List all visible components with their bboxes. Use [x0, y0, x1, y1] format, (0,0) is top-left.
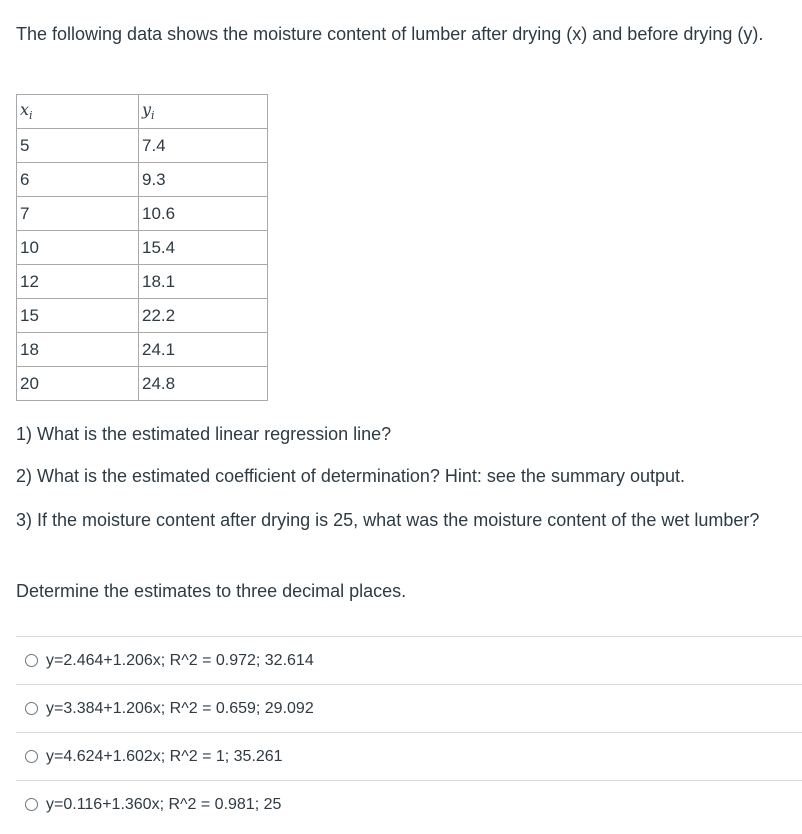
- cell-x: 6: [17, 163, 139, 197]
- table-row: [17, 299, 268, 333]
- table-row: [17, 231, 268, 265]
- cell-y: 9.3: [139, 163, 268, 197]
- answer-option-2[interactable]: [16, 684, 802, 732]
- answer-options: [16, 636, 802, 828]
- header-x: $x_i$: [17, 95, 139, 129]
- table-row: [17, 265, 268, 299]
- data-table: [16, 94, 268, 401]
- radio-button[interactable]: [25, 798, 38, 811]
- header-y: $y_i$: [139, 95, 268, 129]
- instruction-note: Determine the estimates to three decimal places.: [16, 581, 407, 601]
- table-row: [17, 333, 268, 367]
- table-row: [17, 197, 268, 231]
- answer-label: y=2.464+1.206x; R^2 = 0.972; 32.614: [46, 651, 314, 669]
- table-row: [17, 163, 268, 197]
- answer-label: y=0.116+1.360x; R^2 = 0.981; 25: [46, 795, 282, 813]
- cell-x: 5: [17, 129, 139, 163]
- cell-x: 18: [17, 333, 139, 367]
- answer-option-4[interactable]: [16, 780, 802, 828]
- table-header-row: [17, 95, 268, 129]
- cell-x: 10: [17, 231, 139, 265]
- radio-button[interactable]: [25, 654, 38, 667]
- cell-x: 7: [17, 197, 139, 231]
- cell-x: 20: [17, 367, 139, 401]
- cell-y: 7.4: [139, 129, 268, 163]
- question-2: 2) What is the estimated coefficient of determination? Hint: see the summary output.: [16, 466, 685, 486]
- cell-y: 15.4: [139, 231, 268, 265]
- cell-x: 15: [17, 299, 139, 333]
- cell-y: 24.8: [139, 367, 268, 401]
- cell-y: 18.1: [139, 265, 268, 299]
- question-1: 1) What is the estimated linear regression line?: [16, 424, 392, 444]
- question-intro: The following data shows the moisture content of lumber after drying (x) and before drying (y).: [16, 24, 764, 44]
- radio-button[interactable]: [25, 702, 38, 715]
- radio-button[interactable]: [25, 750, 38, 763]
- answer-option-3[interactable]: [16, 732, 802, 780]
- answer-label: y=4.624+1.602x; R^2 = 1; 35.261: [46, 747, 283, 765]
- question-3: 3) If the moisture content after drying is 25, what was the moisture content of the wet lumber?: [16, 510, 760, 530]
- table-row: [17, 129, 268, 163]
- table-row: [17, 367, 268, 401]
- cell-y: 10.6: [139, 197, 268, 231]
- answer-option-1[interactable]: [16, 636, 802, 684]
- cell-y: 24.1: [139, 333, 268, 367]
- cell-y: 22.2: [139, 299, 268, 333]
- cell-x: 12: [17, 265, 139, 299]
- answer-label: y=3.384+1.206x; R^2 = 0.659; 29.092: [46, 699, 314, 717]
